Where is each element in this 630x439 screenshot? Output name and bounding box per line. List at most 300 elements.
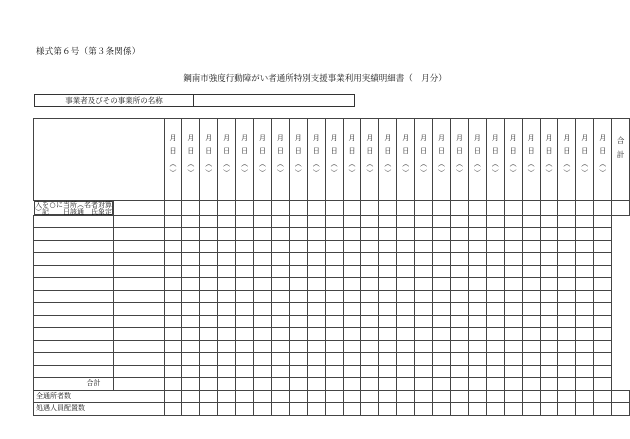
attendance-cell[interactable] <box>522 365 540 378</box>
attendance-cell[interactable] <box>200 201 218 216</box>
attendance-cell[interactable] <box>164 215 182 228</box>
daily-total-cell[interactable] <box>540 378 558 391</box>
attendance-cell[interactable] <box>540 278 558 291</box>
attendance-cell[interactable] <box>433 315 451 328</box>
attendance-cell[interactable] <box>504 278 522 291</box>
attendance-cell[interactable] <box>218 215 236 228</box>
footer-cell[interactable] <box>522 390 540 403</box>
attendance-cell[interactable] <box>415 353 433 366</box>
attendance-cell[interactable] <box>361 201 379 216</box>
attendance-cell[interactable] <box>307 290 325 303</box>
footer-cell[interactable] <box>325 403 343 416</box>
attendance-cell[interactable] <box>200 278 218 291</box>
footer-cell[interactable] <box>343 403 361 416</box>
attendance-cell[interactable] <box>558 201 576 216</box>
attendance-cell[interactable] <box>379 228 397 241</box>
attendance-cell[interactable] <box>182 201 200 216</box>
footer-cell[interactable] <box>379 390 397 403</box>
attendance-cell[interactable] <box>218 303 236 316</box>
attendance-cell[interactable] <box>164 240 182 253</box>
footer-cell[interactable] <box>415 390 433 403</box>
attendance-cell[interactable] <box>468 240 486 253</box>
attendance-cell[interactable] <box>271 201 289 216</box>
attendance-cell[interactable] <box>558 240 576 253</box>
attendance-cell[interactable] <box>200 253 218 266</box>
attendance-cell[interactable] <box>200 240 218 253</box>
attendance-cell[interactable] <box>558 365 576 378</box>
footer-cell[interactable] <box>307 390 325 403</box>
footer-cell[interactable] <box>540 403 558 416</box>
attendance-cell[interactable] <box>182 240 200 253</box>
attendance-cell[interactable] <box>361 265 379 278</box>
attendance-cell[interactable] <box>343 315 361 328</box>
daily-total-cell[interactable] <box>182 378 200 391</box>
attendance-cell[interactable] <box>433 240 451 253</box>
footer-cell[interactable] <box>576 390 594 403</box>
daily-total-cell[interactable] <box>379 378 397 391</box>
day-column-header[interactable] <box>343 119 361 201</box>
attendance-cell[interactable] <box>182 278 200 291</box>
day-column-header[interactable] <box>379 119 397 201</box>
attendance-cell[interactable] <box>307 303 325 316</box>
attendance-cell[interactable] <box>218 340 236 353</box>
attendance-cell[interactable] <box>415 315 433 328</box>
attendance-cell[interactable] <box>540 303 558 316</box>
attendance-cell[interactable] <box>113 365 164 378</box>
attendance-cell[interactable] <box>218 265 236 278</box>
attendance-cell[interactable] <box>343 365 361 378</box>
footer-cell[interactable] <box>504 390 522 403</box>
attendance-cell[interactable] <box>254 315 272 328</box>
attendance-cell[interactable] <box>307 278 325 291</box>
attendance-cell[interactable] <box>236 303 254 316</box>
attendance-cell[interactable] <box>397 365 415 378</box>
footer-cell[interactable] <box>218 403 236 416</box>
attendance-cell[interactable] <box>343 303 361 316</box>
daily-total-cell[interactable] <box>361 378 379 391</box>
attendance-cell[interactable] <box>182 353 200 366</box>
day-column-header[interactable] <box>289 119 307 201</box>
attendance-cell[interactable] <box>218 353 236 366</box>
attendance-cell[interactable] <box>164 201 182 216</box>
attendance-cell[interactable] <box>576 328 594 341</box>
attendance-cell[interactable] <box>113 228 164 241</box>
attendance-cell[interactable] <box>468 328 486 341</box>
attendance-cell[interactable] <box>113 353 164 366</box>
attendance-cell[interactable] <box>451 340 469 353</box>
attendance-cell[interactable] <box>504 265 522 278</box>
attendance-cell[interactable] <box>307 265 325 278</box>
attendance-cell[interactable] <box>236 278 254 291</box>
attendance-cell[interactable] <box>361 215 379 228</box>
footer-cell[interactable] <box>486 403 504 416</box>
row-total-cell[interactable] <box>594 215 612 228</box>
day-column-header[interactable] <box>468 119 486 201</box>
attendance-cell[interactable] <box>451 240 469 253</box>
attendance-cell[interactable] <box>182 365 200 378</box>
day-column-header[interactable] <box>558 119 576 201</box>
daily-total-cell[interactable] <box>343 378 361 391</box>
attendance-cell[interactable] <box>289 253 307 266</box>
attendance-cell[interactable] <box>289 340 307 353</box>
attendance-cell[interactable] <box>504 353 522 366</box>
attendance-cell[interactable] <box>200 365 218 378</box>
attendance-cell[interactable] <box>361 278 379 291</box>
day-column-header[interactable] <box>307 119 325 201</box>
attendee-name-cell[interactable] <box>34 240 114 253</box>
attendance-cell[interactable] <box>576 228 594 241</box>
day-column-header[interactable] <box>594 119 612 201</box>
attendance-cell[interactable] <box>343 290 361 303</box>
attendance-cell[interactable] <box>486 215 504 228</box>
attendance-cell[interactable] <box>433 328 451 341</box>
attendance-cell[interactable] <box>397 315 415 328</box>
attendance-cell[interactable] <box>182 290 200 303</box>
attendance-cell[interactable] <box>271 303 289 316</box>
attendance-cell[interactable] <box>254 240 272 253</box>
footer-cell[interactable] <box>576 403 594 416</box>
attendance-cell[interactable] <box>504 253 522 266</box>
attendance-cell[interactable] <box>468 303 486 316</box>
attendance-cell[interactable] <box>504 340 522 353</box>
attendance-cell[interactable] <box>182 228 200 241</box>
organization-name-field[interactable] <box>194 95 355 107</box>
attendance-cell[interactable] <box>504 228 522 241</box>
day-column-header[interactable] <box>325 119 343 201</box>
attendance-cell[interactable] <box>558 253 576 266</box>
day-column-header[interactable] <box>271 119 289 201</box>
attendance-cell[interactable] <box>361 228 379 241</box>
attendee-name-cell[interactable] <box>34 328 114 341</box>
attendance-cell[interactable] <box>379 290 397 303</box>
attendance-cell[interactable] <box>558 278 576 291</box>
attendance-cell[interactable] <box>236 253 254 266</box>
footer-cell[interactable] <box>468 390 486 403</box>
attendance-cell[interactable] <box>540 328 558 341</box>
attendance-cell[interactable] <box>576 253 594 266</box>
attendance-cell[interactable] <box>254 201 272 216</box>
attendance-cell[interactable] <box>325 228 343 241</box>
attendance-cell[interactable] <box>289 328 307 341</box>
row-total-cell[interactable] <box>594 340 612 353</box>
attendance-cell[interactable] <box>576 265 594 278</box>
attendance-cell[interactable] <box>343 228 361 241</box>
attendance-cell[interactable] <box>254 353 272 366</box>
attendance-cell[interactable] <box>468 253 486 266</box>
attendance-cell[interactable] <box>236 315 254 328</box>
daily-total-cell[interactable] <box>307 378 325 391</box>
attendance-cell[interactable] <box>218 253 236 266</box>
attendance-cell[interactable] <box>289 290 307 303</box>
attendance-cell[interactable] <box>113 240 164 253</box>
attendee-name-cell[interactable] <box>34 315 114 328</box>
attendance-cell[interactable] <box>486 303 504 316</box>
attendance-cell[interactable] <box>451 265 469 278</box>
attendance-cell[interactable] <box>379 340 397 353</box>
attendance-cell[interactable] <box>325 365 343 378</box>
attendance-cell[interactable] <box>468 340 486 353</box>
attendance-cell[interactable] <box>307 201 325 216</box>
daily-total-cell[interactable] <box>289 378 307 391</box>
day-column-header[interactable] <box>576 119 594 201</box>
attendance-cell[interactable] <box>468 265 486 278</box>
footer-cell[interactable] <box>200 403 218 416</box>
attendance-cell[interactable] <box>236 228 254 241</box>
attendance-cell[interactable] <box>486 253 504 266</box>
attendance-cell[interactable] <box>558 215 576 228</box>
attendance-cell[interactable] <box>451 365 469 378</box>
attendance-cell[interactable] <box>468 228 486 241</box>
attendance-cell[interactable] <box>379 278 397 291</box>
attendance-cell[interactable] <box>164 340 182 353</box>
attendance-cell[interactable] <box>522 265 540 278</box>
attendance-cell[interactable] <box>236 240 254 253</box>
attendance-cell[interactable] <box>271 253 289 266</box>
attendance-cell[interactable] <box>522 278 540 291</box>
attendance-cell[interactable] <box>218 240 236 253</box>
attendance-cell[interactable] <box>236 353 254 366</box>
attendance-cell[interactable] <box>522 240 540 253</box>
attendance-cell[interactable] <box>433 303 451 316</box>
attendance-cell[interactable] <box>307 228 325 241</box>
attendance-cell[interactable] <box>307 340 325 353</box>
attendance-cell[interactable] <box>433 201 451 216</box>
attendance-cell[interactable] <box>397 340 415 353</box>
attendance-cell[interactable] <box>182 215 200 228</box>
attendance-cell[interactable] <box>576 365 594 378</box>
attendance-cell[interactable] <box>200 315 218 328</box>
day-column-header[interactable] <box>397 119 415 201</box>
footer-cell[interactable] <box>558 390 576 403</box>
attendance-cell[interactable] <box>164 253 182 266</box>
attendance-cell[interactable] <box>271 315 289 328</box>
attendance-cell[interactable] <box>397 253 415 266</box>
attendance-cell[interactable] <box>325 240 343 253</box>
row-total-cell[interactable] <box>594 365 612 378</box>
attendance-cell[interactable] <box>343 340 361 353</box>
attendance-cell[interactable] <box>325 201 343 216</box>
attendance-cell[interactable] <box>343 201 361 216</box>
attendance-cell[interactable] <box>164 353 182 366</box>
attendance-cell[interactable] <box>325 315 343 328</box>
row-total-cell[interactable] <box>594 240 612 253</box>
daily-total-cell[interactable] <box>254 378 272 391</box>
attendance-cell[interactable] <box>433 228 451 241</box>
day-column-header[interactable] <box>522 119 540 201</box>
daily-total-cell[interactable] <box>164 378 182 391</box>
attendance-cell[interactable] <box>379 215 397 228</box>
attendance-cell[interactable] <box>218 315 236 328</box>
attendance-cell[interactable] <box>379 265 397 278</box>
attendance-cell[interactable] <box>271 353 289 366</box>
attendance-cell[interactable] <box>254 265 272 278</box>
attendance-cell[interactable] <box>182 303 200 316</box>
attendance-cell[interactable] <box>218 290 236 303</box>
attendance-cell[interactable] <box>113 328 164 341</box>
attendance-cell[interactable] <box>522 303 540 316</box>
attendance-cell[interactable] <box>182 265 200 278</box>
attendance-cell[interactable] <box>289 315 307 328</box>
attendance-cell[interactable] <box>540 228 558 241</box>
attendance-cell[interactable] <box>433 353 451 366</box>
day-column-header[interactable] <box>361 119 379 201</box>
attendance-cell[interactable] <box>343 278 361 291</box>
attendance-cell[interactable] <box>289 201 307 216</box>
attendance-cell[interactable] <box>540 365 558 378</box>
attendance-cell[interactable] <box>200 215 218 228</box>
attendance-cell[interactable] <box>576 240 594 253</box>
attendance-cell[interactable] <box>343 240 361 253</box>
daily-total-cell[interactable] <box>504 378 522 391</box>
attendance-cell[interactable] <box>397 240 415 253</box>
attendance-cell[interactable] <box>522 215 540 228</box>
attendance-cell[interactable] <box>200 290 218 303</box>
attendance-cell[interactable] <box>182 328 200 341</box>
footer-cell[interactable] <box>540 390 558 403</box>
attendance-cell[interactable] <box>522 315 540 328</box>
attendance-cell[interactable] <box>164 278 182 291</box>
attendance-cell[interactable] <box>343 253 361 266</box>
attendance-cell[interactable] <box>451 303 469 316</box>
attendance-cell[interactable] <box>468 201 486 216</box>
attendance-cell[interactable] <box>576 315 594 328</box>
attendance-cell[interactable] <box>325 215 343 228</box>
attendee-name-cell[interactable] <box>34 340 114 353</box>
attendance-cell[interactable] <box>271 290 289 303</box>
attendance-cell[interactable] <box>200 265 218 278</box>
attendance-cell[interactable] <box>379 253 397 266</box>
footer-cell[interactable] <box>254 403 272 416</box>
row-total-cell[interactable] <box>594 265 612 278</box>
attendance-cell[interactable] <box>236 340 254 353</box>
footer-cell[interactable] <box>164 390 182 403</box>
attendance-cell[interactable] <box>200 228 218 241</box>
daily-total-cell[interactable] <box>451 378 469 391</box>
daily-total-cell[interactable] <box>397 378 415 391</box>
attendance-cell[interactable] <box>576 303 594 316</box>
attendance-cell[interactable] <box>361 365 379 378</box>
daily-total-cell[interactable] <box>415 378 433 391</box>
attendance-cell[interactable] <box>522 290 540 303</box>
attendance-cell[interactable] <box>236 328 254 341</box>
footer-cell[interactable] <box>361 403 379 416</box>
attendance-cell[interactable] <box>451 290 469 303</box>
attendance-cell[interactable] <box>200 340 218 353</box>
attendance-cell[interactable] <box>236 365 254 378</box>
attendance-cell[interactable] <box>576 215 594 228</box>
attendance-cell[interactable] <box>361 253 379 266</box>
attendance-cell[interactable] <box>361 240 379 253</box>
attendance-cell[interactable] <box>113 315 164 328</box>
attendance-cell[interactable] <box>254 340 272 353</box>
attendance-cell[interactable] <box>271 328 289 341</box>
attendance-cell[interactable] <box>289 353 307 366</box>
footer-cell[interactable] <box>289 403 307 416</box>
attendance-cell[interactable] <box>397 201 415 216</box>
footer-cell[interactable] <box>182 403 200 416</box>
attendance-cell[interactable] <box>468 353 486 366</box>
attendance-cell[interactable] <box>504 328 522 341</box>
attendance-cell[interactable] <box>113 215 164 228</box>
attendance-cell[interactable] <box>325 303 343 316</box>
attendance-cell[interactable] <box>558 315 576 328</box>
footer-cell[interactable] <box>236 403 254 416</box>
attendance-cell[interactable] <box>558 290 576 303</box>
footer-cell[interactable] <box>594 390 612 403</box>
attendance-cell[interactable] <box>486 201 504 216</box>
row-total-cell[interactable] <box>594 353 612 366</box>
attendance-cell[interactable] <box>451 315 469 328</box>
attendance-cell[interactable] <box>361 290 379 303</box>
day-column-header[interactable] <box>486 119 504 201</box>
attendance-cell[interactable] <box>504 365 522 378</box>
attendance-cell[interactable] <box>433 215 451 228</box>
attendance-cell[interactable] <box>289 265 307 278</box>
attendance-cell[interactable] <box>182 315 200 328</box>
footer-cell[interactable] <box>271 403 289 416</box>
attendance-cell[interactable] <box>164 265 182 278</box>
attendance-cell[interactable] <box>271 340 289 353</box>
attendance-cell[interactable] <box>379 328 397 341</box>
attendance-cell[interactable] <box>397 328 415 341</box>
attendance-cell[interactable] <box>468 365 486 378</box>
attendance-cell[interactable] <box>504 315 522 328</box>
attendance-cell[interactable] <box>164 290 182 303</box>
attendance-cell[interactable] <box>576 201 594 216</box>
footer-cell[interactable] <box>397 403 415 416</box>
grand-total-cell[interactable] <box>594 378 612 391</box>
attendance-cell[interactable] <box>504 240 522 253</box>
attendance-cell[interactable] <box>379 315 397 328</box>
day-column-header[interactable] <box>451 119 469 201</box>
attendance-cell[interactable] <box>433 253 451 266</box>
attendance-cell[interactable] <box>218 228 236 241</box>
attendance-cell[interactable] <box>218 328 236 341</box>
attendance-cell[interactable] <box>271 278 289 291</box>
attendance-cell[interactable] <box>504 215 522 228</box>
attendance-cell[interactable] <box>271 365 289 378</box>
attendance-cell[interactable] <box>451 253 469 266</box>
attendance-cell[interactable] <box>558 328 576 341</box>
attendance-cell[interactable] <box>486 365 504 378</box>
footer-cell[interactable] <box>594 403 612 416</box>
footer-cell[interactable] <box>451 390 469 403</box>
attendance-cell[interactable] <box>361 353 379 366</box>
attendee-name-cell[interactable] <box>34 265 114 278</box>
day-column-header[interactable] <box>200 119 218 201</box>
attendance-cell[interactable] <box>486 265 504 278</box>
attendance-cell[interactable] <box>164 315 182 328</box>
row-total-cell[interactable] <box>612 201 630 216</box>
attendance-cell[interactable] <box>540 315 558 328</box>
attendance-cell[interactable] <box>361 303 379 316</box>
attendance-cell[interactable] <box>113 303 164 316</box>
attendance-cell[interactable] <box>486 315 504 328</box>
day-column-header[interactable] <box>182 119 200 201</box>
attendance-cell[interactable] <box>451 215 469 228</box>
attendance-cell[interactable] <box>307 253 325 266</box>
attendance-cell[interactable] <box>433 340 451 353</box>
attendance-cell[interactable] <box>558 228 576 241</box>
footer-cell[interactable] <box>468 403 486 416</box>
attendance-cell[interactable] <box>522 340 540 353</box>
attendance-cell[interactable] <box>236 201 254 216</box>
attendance-cell[interactable] <box>540 265 558 278</box>
attendee-name-cell[interactable] <box>113 201 164 216</box>
attendance-cell[interactable] <box>307 328 325 341</box>
row-total-cell[interactable] <box>594 253 612 266</box>
attendance-cell[interactable] <box>415 290 433 303</box>
